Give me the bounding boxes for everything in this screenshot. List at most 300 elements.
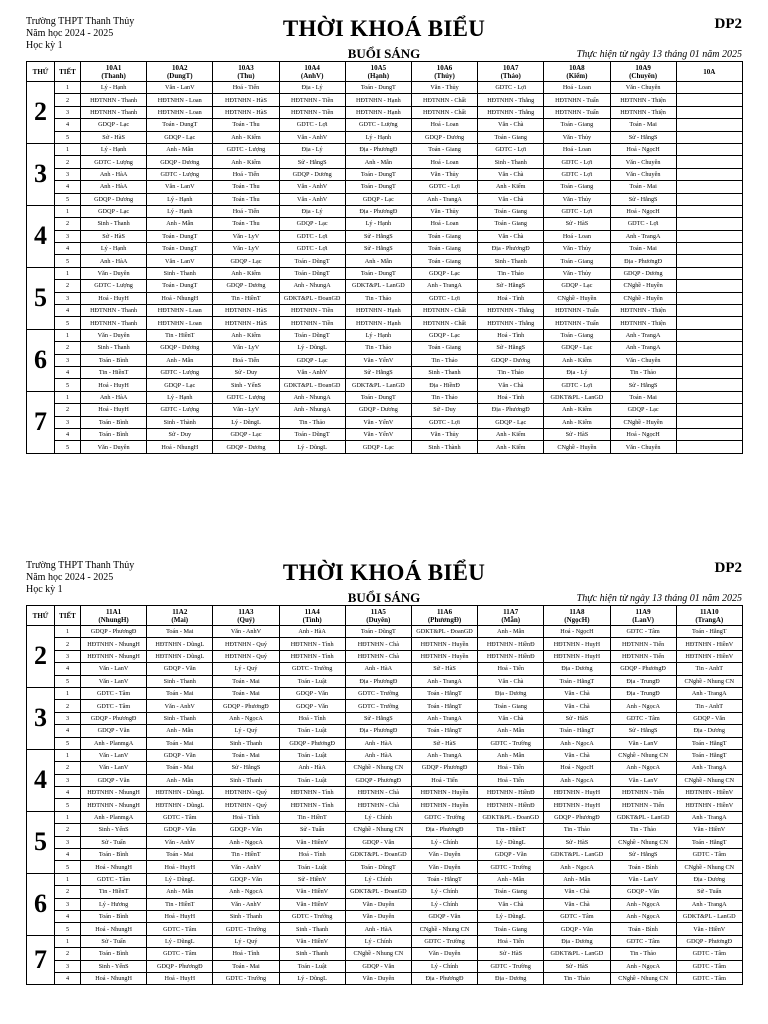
lesson-cell: GDKT&PL - LanGD	[345, 280, 411, 292]
lesson-cell: HĐTNHN - Tiến	[610, 799, 676, 811]
lesson-cell: Sinh - Thanh	[81, 342, 147, 354]
lesson-cell: Văn - LanV	[81, 762, 147, 774]
period-row	[27, 725, 743, 737]
lesson-cell: HĐTNHN - Thanh	[81, 305, 147, 317]
lesson-cell: Anh - TrangA	[676, 811, 742, 823]
lesson-cell: Anh - NhungA	[279, 280, 345, 292]
header-row	[27, 606, 743, 626]
lesson-cell: CNghề - Nhung CN	[610, 749, 676, 761]
lesson-cell: GDQP - PhươngĐ	[544, 811, 610, 823]
class-header	[478, 606, 544, 626]
homeroom-teacher: (Chuyên)	[629, 71, 658, 80]
lesson-cell: Toán - DũngT	[279, 267, 345, 279]
lesson-cell: HĐTNHN - Tình	[279, 650, 345, 662]
lesson-cell: GDQP - Dương	[279, 168, 345, 180]
period-row	[27, 811, 743, 823]
lesson-cell: GDTC - Tâm	[544, 910, 610, 922]
lesson-cell: Sử - HàS	[544, 428, 610, 440]
period-row	[27, 230, 743, 242]
class-name: 11A9	[635, 607, 651, 616]
class-name: 11A8	[569, 607, 585, 616]
period-number: 2	[55, 218, 81, 230]
homeroom-teacher: (Mẫn)	[501, 615, 521, 624]
lesson-cell: HĐTNHN - DũngL	[147, 799, 213, 811]
lesson-cell: GDTC - Lượng	[213, 143, 279, 155]
homeroom-teacher: (Tình)	[302, 615, 322, 624]
lesson-cell: HĐTNHN - Huyền	[411, 638, 477, 650]
lesson-cell: Sử - HàS	[544, 712, 610, 724]
lesson-cell: Toán - HằngT	[411, 687, 477, 699]
lesson-cell: Toán - DũngT	[279, 329, 345, 341]
lesson-cell: CNghề - Huyền	[610, 416, 676, 428]
lesson-cell: Văn - Thủy	[544, 267, 610, 279]
lesson-cell: Toán - Giang	[411, 255, 477, 267]
lesson-cell: Anh - TrangA	[610, 230, 676, 242]
school-year: Năm học 2024 - 2025	[26, 28, 114, 39]
lesson-cell: Lý - Chính	[345, 811, 411, 823]
lesson-cell: Văn - LyV	[213, 342, 279, 354]
class-header	[610, 606, 676, 626]
lesson-cell: GDTC - Lợi	[411, 416, 477, 428]
period-row	[27, 960, 743, 972]
timetable	[26, 605, 743, 985]
lesson-cell: Sinh - Thanh	[213, 737, 279, 749]
lesson-cell: HĐTNHN - Thiện	[610, 317, 676, 329]
lesson-cell: Tin - Thảo	[345, 292, 411, 304]
lesson-cell: HĐTNHN - Thiện	[610, 106, 676, 118]
lesson-cell: Văn - Chà	[544, 700, 610, 712]
lesson-cell: GDQP - PhươngĐ	[213, 700, 279, 712]
lesson-cell	[676, 119, 742, 131]
lesson-cell: HĐTNHN - Tuấn	[544, 106, 610, 118]
lesson-cell: Toán - Mai	[610, 243, 676, 255]
period-row	[27, 687, 743, 699]
lesson-cell: Sử - HằngS	[345, 230, 411, 242]
lesson-cell: Anh - Mẫn	[478, 725, 544, 737]
lesson-cell: CNghề - Huyền	[544, 441, 610, 453]
lesson-cell: Toán - DungT	[345, 391, 411, 403]
lesson-cell: Văn - Chuyên	[610, 441, 676, 453]
period-number: 1	[55, 687, 81, 699]
lesson-cell: HĐTNHN - HuyH	[544, 638, 610, 650]
lesson-cell: Sử - HàS	[81, 230, 147, 242]
period-number: 4	[55, 849, 81, 861]
weekday-cell: 3	[27, 143, 55, 205]
lesson-cell: Văn - Thủy	[411, 82, 477, 94]
lesson-cell: Toán - DũngT	[345, 861, 411, 873]
lesson-cell: GDTC - Lợi	[411, 181, 477, 193]
lesson-cell: Toán - Mai	[610, 391, 676, 403]
col-period-header: TIẾT	[55, 62, 81, 82]
lesson-cell: Văn - LyV	[213, 230, 279, 242]
period-row	[27, 849, 743, 861]
lesson-cell: Tin - Thảo	[411, 391, 477, 403]
lesson-cell: HĐTNHN - Thắng	[478, 94, 544, 106]
lesson-cell: CNghề - Nhung CN	[345, 824, 411, 836]
lesson-cell: Anh - Kiểm	[478, 441, 544, 453]
lesson-cell: CNghề - Nhung CN	[345, 762, 411, 774]
lesson-cell: Sinh - YếnS	[81, 824, 147, 836]
lesson-cell: Toán - Mai	[147, 626, 213, 638]
homeroom-teacher: (NhungH)	[98, 615, 129, 624]
class-name: 11A6	[436, 607, 453, 616]
class-header	[345, 62, 411, 82]
lesson-cell: Văn - AnhV	[279, 366, 345, 378]
period-row	[27, 280, 743, 292]
weekday-cell: 6	[27, 873, 55, 935]
lesson-cell: Tin - Thảo	[411, 354, 477, 366]
lesson-cell: Toán - Giang	[544, 329, 610, 341]
period-row	[27, 391, 743, 403]
lesson-cell: Sử - Tuấn	[81, 935, 147, 947]
homeroom-teacher: (Thủy)	[434, 71, 455, 80]
lesson-cell: Văn - LanV	[81, 675, 147, 687]
lesson-cell	[676, 280, 742, 292]
lesson-cell: Toán - DũngT	[279, 428, 345, 440]
lesson-cell: Tin - HiềnT	[213, 292, 279, 304]
lesson-cell: HĐTNHN - Thắng	[478, 106, 544, 118]
period-number: 5	[55, 379, 81, 391]
lesson-cell: Anh - Mẫn	[345, 255, 411, 267]
lesson-cell: GDTC - Tâm	[676, 849, 742, 861]
lesson-cell: Toán - Thu	[213, 119, 279, 131]
lesson-cell: Toán - Luật	[279, 861, 345, 873]
lesson-cell: Sử - HằngS	[610, 131, 676, 143]
lesson-cell: Tin - HiềnT	[279, 811, 345, 823]
lesson-cell: Lý - Hạnh	[345, 218, 411, 230]
lesson-cell: Địa - Lý	[279, 82, 345, 94]
homeroom-teacher: (Duyên)	[366, 615, 391, 624]
lesson-cell: GDTC - Tâm	[610, 935, 676, 947]
lesson-cell	[676, 255, 742, 267]
lesson-cell: Lý - Chính	[345, 935, 411, 947]
lesson-cell: Văn - Thủy	[411, 205, 477, 217]
session-label: BUỔI SÁNG	[347, 590, 421, 605]
homeroom-teacher: (LanV)	[632, 615, 654, 624]
lesson-cell: GDTC - Tâm	[81, 700, 147, 712]
lesson-cell: Văn - LanV	[610, 873, 676, 885]
lesson-cell: Toán - DungT	[147, 119, 213, 131]
period-number: 2	[55, 94, 81, 106]
lesson-cell: Địa - Dương	[544, 935, 610, 947]
period-number: 4	[55, 305, 81, 317]
lesson-cell: GDTC - Trường	[411, 811, 477, 823]
lesson-cell: GDKT&PL - ĐoanGD	[279, 292, 345, 304]
period-row	[27, 131, 743, 143]
lesson-cell: Tin - Thảo	[610, 948, 676, 960]
lesson-cell: Anh - NgọcA	[610, 910, 676, 922]
lesson-cell: Anh - Mẫn	[147, 354, 213, 366]
lesson-cell: Lý - DũngL	[147, 873, 213, 885]
lesson-cell: GDQP - Dương	[411, 131, 477, 143]
lesson-cell: Văn - Chà	[544, 886, 610, 898]
lesson-cell: Địa - Dương	[676, 873, 742, 885]
sheet-header	[26, 560, 742, 605]
class-header	[213, 62, 279, 82]
period-number: 2	[55, 342, 81, 354]
lesson-cell: GDQP - Lạc	[544, 342, 610, 354]
lesson-cell: Tin - Thảo	[610, 366, 676, 378]
lesson-cell: GDTC - Trường	[279, 910, 345, 922]
period-number: 5	[55, 799, 81, 811]
class-header	[81, 62, 147, 82]
period-row	[27, 873, 743, 885]
lesson-cell: Toán - Bình	[610, 923, 676, 935]
lesson-cell: Tin - HiềnT	[213, 849, 279, 861]
period-row	[27, 292, 743, 304]
lesson-cell: GDQP - Văn	[610, 886, 676, 898]
lesson-cell: Sinh - Thanh	[147, 712, 213, 724]
lesson-cell: Lý - Hương	[81, 898, 147, 910]
lesson-cell	[676, 391, 742, 403]
lesson-cell: Văn - Duyên	[411, 861, 477, 873]
lesson-cell: HĐTNHN - HàS	[213, 94, 279, 106]
lesson-cell: Anh - Mẫn	[147, 725, 213, 737]
lesson-cell: Địa - PhươngĐ	[345, 675, 411, 687]
lesson-cell: HĐTNHN - Huyền	[411, 799, 477, 811]
lesson-cell: Hoá - NgọcH	[544, 626, 610, 638]
period-row	[27, 428, 743, 440]
lesson-cell: CNghề - Nhung CN	[610, 972, 676, 984]
lesson-cell	[676, 106, 742, 118]
lesson-cell: Tin - Thảo	[478, 267, 544, 279]
lesson-cell: Anh - TrangA	[610, 329, 676, 341]
period-row	[27, 416, 743, 428]
lesson-cell: Hoá - Tiến	[213, 168, 279, 180]
lesson-cell: GDQP - Lạc	[213, 428, 279, 440]
lesson-cell: Toán - DungT	[345, 181, 411, 193]
class-header	[279, 62, 345, 82]
lesson-cell: Anh - NgọcA	[610, 700, 676, 712]
lesson-cell: Toán - Giang	[544, 255, 610, 267]
class-name: 11A5	[370, 607, 386, 616]
lesson-cell: Toán - Mai	[147, 687, 213, 699]
lesson-cell: Lý - Quý	[213, 663, 279, 675]
lesson-cell: Sử - HằngS	[610, 725, 676, 737]
lesson-cell: Tin - AnhT	[676, 663, 742, 675]
period-number: 2	[55, 886, 81, 898]
period-row	[27, 305, 743, 317]
lesson-cell: CNghề - Nhung CN	[676, 774, 742, 786]
lesson-cell: Hoá - Tiến	[213, 205, 279, 217]
lesson-cell: GDTC - Lợi	[544, 168, 610, 180]
lesson-cell: Địa - TrungĐ	[610, 675, 676, 687]
lesson-cell: Văn - Duyên	[345, 910, 411, 922]
lesson-cell	[676, 329, 742, 341]
lesson-cell: Hoá - Tiến	[478, 935, 544, 947]
period-row	[27, 243, 743, 255]
lesson-cell	[676, 317, 742, 329]
period-row	[27, 886, 743, 898]
period-number: 2	[55, 404, 81, 416]
lesson-cell: GDTC - Lợi	[279, 230, 345, 242]
lesson-cell: Toán - Giang	[478, 886, 544, 898]
period-row	[27, 143, 743, 155]
lesson-cell: GDQP - Lạc	[411, 329, 477, 341]
lesson-cell: Hoá - Tình	[213, 811, 279, 823]
lesson-cell: Anh - Mẫn	[147, 774, 213, 786]
class-name: 11A4	[304, 607, 320, 616]
lesson-cell: Anh - Mẫn	[147, 143, 213, 155]
lesson-cell: Văn - LanV	[147, 255, 213, 267]
lesson-cell: Toán - Giang	[544, 119, 610, 131]
period-number: 1	[55, 391, 81, 403]
lesson-cell: Địa - PhươngĐ	[345, 205, 411, 217]
lesson-cell: GDTC - Lượng	[147, 168, 213, 180]
lesson-cell	[676, 366, 742, 378]
class-name: 10A5	[370, 63, 387, 72]
homeroom-teacher: (Hạnh)	[367, 71, 390, 80]
lesson-cell: Sử - Duy	[411, 404, 477, 416]
sheet-header	[26, 16, 742, 61]
lesson-cell	[676, 168, 742, 180]
lesson-cell	[676, 416, 742, 428]
weekday-cell: 2	[27, 626, 55, 688]
lesson-cell: Lý - Hạnh	[81, 243, 147, 255]
lesson-cell	[676, 205, 742, 217]
lesson-cell	[676, 143, 742, 155]
lesson-cell: Sinh - Thanh	[279, 923, 345, 935]
period-number: 1	[55, 82, 81, 94]
lesson-cell: Sử - Tuấn	[81, 836, 147, 848]
lesson-cell: Sinh - Thanh	[478, 255, 544, 267]
lesson-cell: Văn - Duyên	[345, 898, 411, 910]
timetable-sheet-2	[26, 560, 742, 985]
period-number: 3	[55, 650, 81, 662]
lesson-cell: HĐTNHN - Chà	[345, 799, 411, 811]
weekday-cell: 7	[27, 935, 55, 985]
homeroom-teacher: (Mai)	[171, 615, 189, 624]
lesson-cell: Anh - TrangA	[610, 342, 676, 354]
lesson-cell: Hoá - Loan	[544, 230, 610, 242]
period-number: 1	[55, 143, 81, 155]
lesson-cell: HĐTNHN - HiềnV	[676, 638, 742, 650]
class-header	[411, 62, 477, 82]
period-row	[27, 181, 743, 193]
period-number: 4	[55, 181, 81, 193]
period-row	[27, 700, 743, 712]
lesson-cell: Lý - DũngL	[279, 342, 345, 354]
lesson-cell: Anh - TrangA	[411, 193, 477, 205]
lesson-cell: GDTC - Lượng	[345, 119, 411, 131]
lesson-cell: GDQP - Dương	[147, 156, 213, 168]
lesson-cell: HĐTNHN - HàS	[213, 317, 279, 329]
period-number: 1	[55, 873, 81, 885]
lesson-cell: Anh - PlanmgA	[81, 811, 147, 823]
lesson-cell: Lý - Chính	[411, 960, 477, 972]
timetable	[26, 61, 743, 454]
lesson-cell: GDQP - Văn	[213, 873, 279, 885]
lesson-cell: Văn - HiềnV	[279, 935, 345, 947]
lesson-cell: Anh - Mẫn	[147, 886, 213, 898]
period-row	[27, 156, 743, 168]
period-row	[27, 972, 743, 984]
period-row	[27, 205, 743, 217]
period-number: 1	[55, 626, 81, 638]
lesson-cell: Địa - PhươngĐ	[345, 725, 411, 737]
lesson-cell: Sinh - Thanh	[478, 156, 544, 168]
lesson-cell: Toán - Giang	[544, 181, 610, 193]
lesson-cell: GDQP - Văn	[345, 960, 411, 972]
lesson-cell: GDTC - Trường	[213, 972, 279, 984]
period-row	[27, 404, 743, 416]
lesson-cell: Anh - TrangA	[411, 712, 477, 724]
lesson-cell: Toán - Giang	[411, 230, 477, 242]
lesson-cell: Sử - HằngS	[279, 156, 345, 168]
lesson-cell: Toán - DũngT	[279, 255, 345, 267]
lesson-cell: HĐTNHN - Chất	[411, 305, 477, 317]
homeroom-teacher: (AnhV)	[300, 71, 324, 80]
lesson-cell: HĐTNHN - Tình	[279, 799, 345, 811]
period-row	[27, 663, 743, 675]
lesson-cell: HĐTNHN - Thắng	[478, 305, 544, 317]
period-number: 5	[55, 737, 81, 749]
lesson-cell: Văn - Thủy	[544, 193, 610, 205]
lesson-cell: HĐTNHN - Loan	[147, 106, 213, 118]
lesson-cell: Toán - Luật	[279, 749, 345, 761]
lesson-cell: Anh - Kiểm	[478, 428, 544, 440]
period-number: 4	[55, 119, 81, 131]
lesson-cell: Sử - HằngS	[345, 366, 411, 378]
lesson-cell: GDKT&PL - LanGD	[544, 391, 610, 403]
lesson-cell: Anh - Mẫn	[345, 156, 411, 168]
class-name: 10A1	[105, 63, 122, 72]
lesson-cell: Toán - Giang	[478, 923, 544, 935]
lesson-cell: Hoá - HuyH	[81, 379, 147, 391]
lesson-cell: Hoá - NgọcH	[610, 428, 676, 440]
lesson-cell: Tin - Thảo	[610, 824, 676, 836]
lesson-cell: Lý - DũngL	[478, 836, 544, 848]
lesson-cell	[676, 193, 742, 205]
lesson-cell: Văn - Duyên	[411, 948, 477, 960]
lesson-cell: Tin - HiềnT	[81, 886, 147, 898]
lesson-cell: Sử - HằngS	[345, 712, 411, 724]
lesson-cell: HĐTNHN - Chất	[411, 106, 477, 118]
lesson-cell: Văn - AnhV	[213, 626, 279, 638]
lesson-cell: Anh - Kiểm	[213, 131, 279, 143]
class-header	[345, 606, 411, 626]
lesson-cell: GDTC - Lợi	[478, 82, 544, 94]
lesson-cell: Văn - AnhV	[213, 861, 279, 873]
lesson-cell: Văn - Chuyên	[610, 354, 676, 366]
lesson-cell: Văn - Chà	[478, 230, 544, 242]
lesson-cell: Sử - Tuấn	[279, 824, 345, 836]
period-number: 4	[55, 243, 81, 255]
period-number: 5	[55, 861, 81, 873]
lesson-cell: GDQP - Dương	[81, 193, 147, 205]
lesson-cell: HĐTNHN - Tình	[279, 638, 345, 650]
lesson-cell: Sử - HàS	[544, 836, 610, 848]
lesson-cell: Sinh - Thanh	[411, 366, 477, 378]
lesson-cell: HĐTNHN - Huyền	[411, 787, 477, 799]
lesson-cell: HĐTNHN - Chà	[345, 650, 411, 662]
lesson-cell: Anh - TrangA	[676, 762, 742, 774]
lesson-cell: Địa - Lý	[544, 366, 610, 378]
lesson-cell: GDQP - PhươngĐ	[81, 712, 147, 724]
lesson-cell: Tin - Thảo	[478, 366, 544, 378]
lesson-cell: Anh - HàA	[279, 762, 345, 774]
lesson-cell: Toán - Giang	[411, 143, 477, 155]
lesson-cell: Toán - HằngT	[544, 675, 610, 687]
lesson-cell: Sinh - Thanh	[147, 675, 213, 687]
lesson-cell: HĐTNHN - Thiện	[610, 94, 676, 106]
weekday-cell: 4	[27, 205, 55, 267]
lesson-cell: Hoá - Loan	[411, 218, 477, 230]
period-row	[27, 329, 743, 341]
lesson-cell: Văn - Thủy	[544, 243, 610, 255]
col-period-header: TIẾT	[55, 606, 81, 626]
lesson-cell: Toán - Mai	[213, 960, 279, 972]
